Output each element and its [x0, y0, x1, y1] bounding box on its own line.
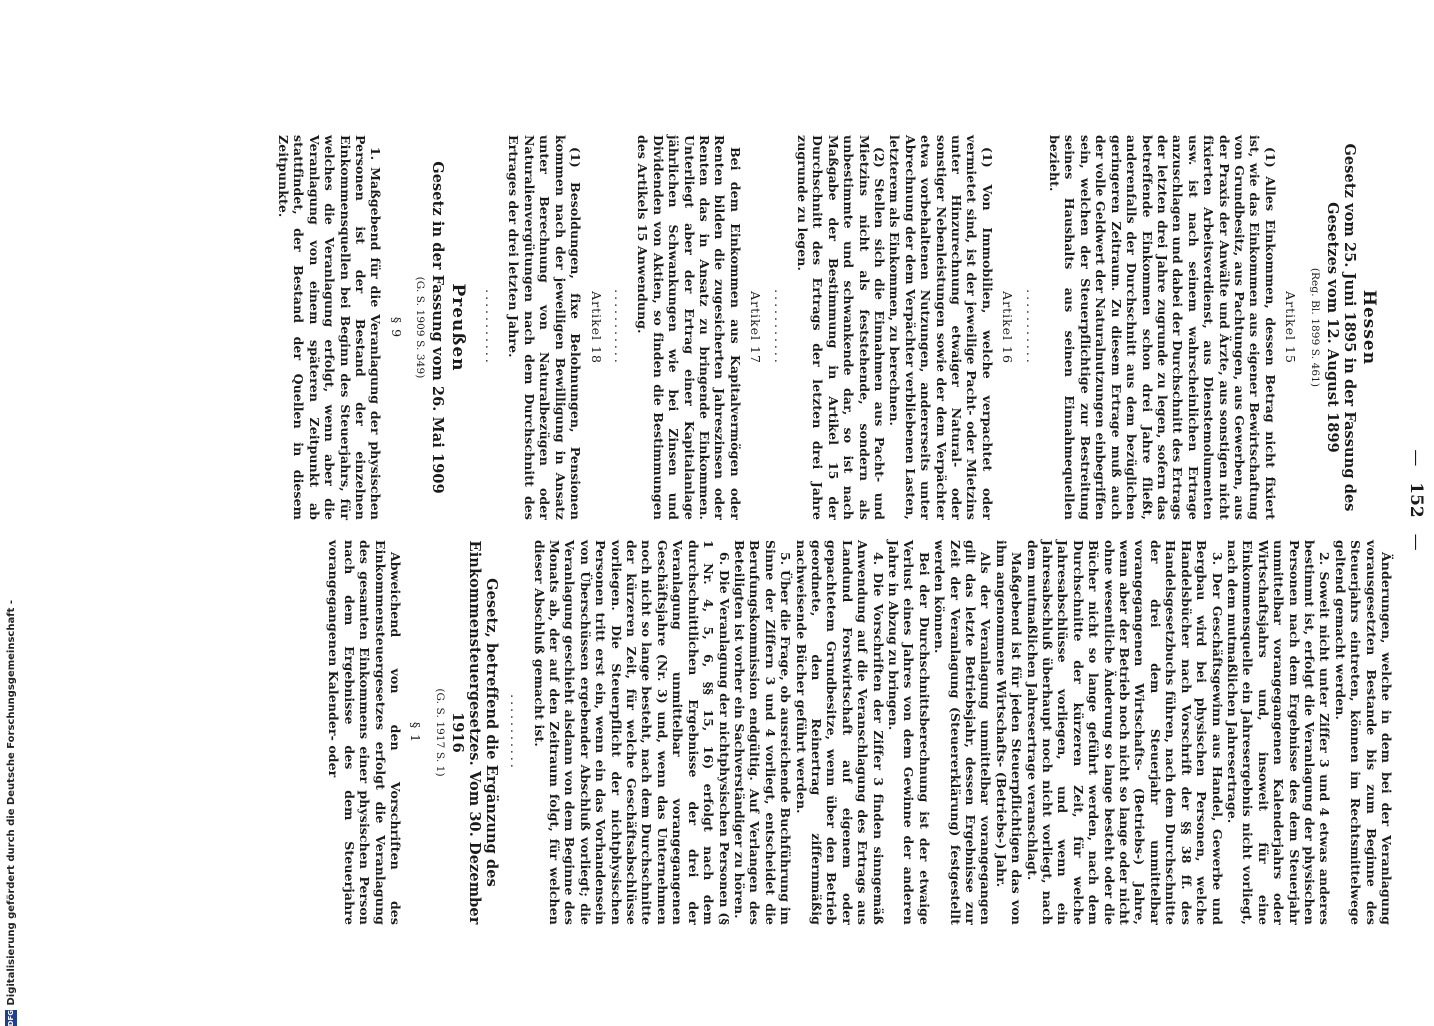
ellipsis-divider: ........... [771, 289, 787, 366]
section-1-heading: § 1 [408, 721, 424, 744]
article-16-paragraph-1: (1) Von Immobilien, welche verpachtet oder vermietet sind, ist der jeweilige Pacht- oder Mietzins unter Hinzurechnung etwaiger Natural- oder sonstiger Nebenleistungen sowie der dem Verpächter etwa vorbehaltenen Nutzungen, andererseits unter Abrechnung der dem Verpächter verbliebenen Lasten, letzterem als Einkommen, zu berechnen. [887, 135, 995, 520]
section-9-paragraph-continued: Änderungen, welche in dem bei der Veranlagung vorausgesetzten Bestande bis zum Beginne des Steuerjahrs eintreten, können im Rechtsmittelwege geltend gemacht werden. [1332, 540, 1394, 925]
section-9-item-3: 3. Der Geschäftsgewinn aus Handel, Gewerbe und Bergbau wird bei physischen Personen, welche Handelsbücher nach Vorschrift der §§ 38 ff. des Handelsgesetzbuchs führen, nach dem Durchschnitte der drei dem Steuerjahr unmittelbar vorangegangenen Wirtschafts- (Betriebs-) Jahre, wenn aber der Betrieb noch nicht so lange oder nicht ohne wesentliche Änderung so lange besteht oder die Bücher nicht so lange geführt werden, nach dem Durchschnitte der kürzeren Zeit, für welche Jahresabschlüsse vorliegen, und wenn ein Jahresabschluß überhaupt noch nicht vorliegt, nach dem mutmaßlichen Jahresertrage veranschlagt. [1024, 540, 1225, 925]
ellipsis-divider: ........... [508, 694, 524, 771]
state-heading-hessen: Hessen [1359, 289, 1379, 366]
law-ref-hessen: (Reg. Bl. 1899 S. 461) [1308, 267, 1321, 388]
section-9-item-6: 6. Die Veranlagung der nichtphysischen Personen (§ 1 Nr. 4, 5, 6, §§ 15, 16) erfolgt nach dem durchschnittlichen Ergebnisse der drei der Veranlagung unmittelbar vorangegangenen Geschäftsjahre (Nr. 3) und, wenn das Unternehmen noch nicht so lange besteht, nach dem Durchschnitte der kürzeren Zeit, für welche Geschäftsabschlüsse vorliegen. Die Steuerpflicht der nichtphysischen Personen tritt erst ein, wenn ein das Vorhandensein von Überschüssen ergebender Abschluß vorliegt; die Veranlagung geschieht alsdann von dem Beginne des Monats ab, der auf den Zeitraum folgt, für welchen dieser Abschluß gemacht ist. [531, 540, 732, 925]
dfg-logo [5, 1010, 17, 1026]
dash-left: — [1406, 449, 1426, 467]
section-1-paragraph-1: Abweichend von den Vorschriften des Einkommensteuergesetzes erfolgt die Veranlagung des gesamten Einkommens einer physischen Person nach dem Ergebnisse des dem Steuerjahre vorangegangenen Kalender- oder [326, 540, 404, 925]
article-16-paragraph-2: (2) Stellen sich die Einnahmen aus Pacht- und Mietzins nicht als feststehende, sondern als unbestimmte und schwankende dar, so ist nach Maßgabe der Bestimmung in Artikel 15 der Durchschnitt des Ertrags der letzten drei Jahre zugrunde zu legen. [795, 135, 888, 520]
law-title-preussen: Gesetz in der Fassung vom 26. Mai 1909 [429, 161, 447, 494]
footer-text: Digitalisierung gefördert durch die Deutsche Forschungsgemeinschaft - [5, 600, 17, 1006]
right-column [326, 540, 1394, 925]
article-17-paragraph-1: Bei dem Einkommen aus Kapitalvermögen oder Renten bilden die zugesicherten Jahreszinsen oder Renten das in Ansatz zu bringende Einkommen. Unterliegt aber der Ertrag einer Kapitalanlage jährlichen Schwankungen wie bei Zinsen und Dividenden von Aktien, so finden die Bestimmungen des Artikels 15 Anwendung. [635, 135, 743, 520]
section-9-heading: § 9 [388, 316, 404, 339]
law-title-hessen: Gesetz vom 25. Juni 1895 in der Fassung des Gesetzes vom 12. August 1899 [1323, 143, 1358, 512]
digitization-footer [4, 600, 18, 1026]
section-9-item-3-note-1: Maßgebend ist für jeden Steuerpflichtigen das von ihm angenommene Wirtschafts- (Betriebs-) Jahr. [993, 540, 1025, 925]
section-9-paragraph-1: 1. Maßgebend für die Veranlagung der physischen Personen ist der Bestand der einzelnen Einkommensquellen bei Beginn des Steuerjahrs, für welches die Veranlagung erfolgt, wenn aber die Veranlagung von einem späteren Zeitpunkt ab stattfindet, der Bestand der Quellen in diesem Zeitpunkte. [276, 135, 384, 520]
article-15-paragraph-1: (1) Alles Einkommen, dessen Betrag nicht fixiert ist, wie das Einkommen aus eigener Bewirtschaftung von Grundbesitz, aus Pachtungen, aus Gewerben, aus der Praxis der Anwälte und Ärzte, aus sonstigen nicht fixierten Arbeitsverdienst, aus Dienstemolumenten usw. ist nach seinem wahrscheinlichen Ertrage anzuschlagen und dabei der Durchschnitt des Ertrags der letzten drei Jahre zugrunde zu legen, sofern das betreffende Einkommen schon drei Jahre fließt, anderenfalls der Durchschnitt aus dem bezüglichen geringeren Zeitraum. Zu diesem Ertrage muß auch der volle Geldwert der Naturalnutzungen einbegriffen sein, welchen der Steuerpflichtige zur Bestreitung seines Haushalts aus seinen Einnahmequellen bezieht. [1047, 135, 1278, 520]
ellipsis-divider: ........... [483, 289, 499, 366]
dfg-logo-text: DFG [7, 1009, 15, 1026]
section-9-item-5: 5. Über die Frage, ob ausreichende Buchführung im Sinne der Ziffern 3 und 4 vorliegt, entscheidet die Berufungskommission endgültig. Auf Verlangen des Beteiligten ist vorher ein Sachverständiger zu hören. [731, 540, 794, 925]
law-ref-1916: (G. S. 1917 S. 1) [433, 688, 446, 777]
article-15-heading: Artikel 15 [1283, 291, 1299, 364]
section-9-item-3-note-2: Als der Veranlagung unmittelbar vorangegangen gilt das letzte Betriebsjahr, dessen Ergebnisse zur Zeit der Veranlagung (Steuererklärung) festgestellt werden können. [932, 540, 994, 925]
left-column [276, 135, 1394, 520]
article-17-heading: Artikel 17 [748, 291, 764, 364]
page-number-value: 152 [1406, 482, 1426, 518]
article-18-heading: Artikel 18 [588, 291, 604, 364]
state-heading-preussen: Preußen [447, 283, 468, 372]
section-9-item-2: 2. Soweit nicht unter Ziffer 3 und 4 etwas anderes bestimmt ist, erfolgt die Veranlagung der physischen Personen nach dem Ergebnisse des dem Steuerjahr unmittelbar vorangegangenen Kalenderjahrs oder Wirtschaftsjahrs und, insoweit für eine Einkommensquelle ein Jahresergebnis nicht vorliegt, nach dem mutmaßlichen Jahresertrage. [1224, 540, 1333, 925]
ellipsis-divider: ........... [611, 289, 627, 366]
section-9-item-3-note-3: Bei der Durchschnittsberechnung ist der etwaige Verlust eines Jahres von dem Gewinne der anderen Jahre in Abzug zu bringen. [886, 540, 932, 925]
law-title-1916: Gesetz, betreffend die Ergänzung des Einkommensteuergesetzes. Vom 30. Dezember 1916 [448, 540, 500, 925]
section-9-item-4: 4. Die Vorschriften der Ziffer 3 finden sinngemäß Anwendung auf die Veranschlagung des Ertrags aus Landund Forstwirtschaft auf eigenem oder gepachtetem Grundbesitze, wenn über den Betrieb geordnete, den Reinertrag ziffernmäßig nachweisende Bücher geführt werden. [793, 540, 886, 925]
dash-right: — [1406, 533, 1426, 551]
article-16-heading: Artikel 16 [1000, 291, 1016, 364]
article-18-paragraph-1: (1) Besoldungen, fixe Belohnungen, Pensionen kommen nach der jeweiligen Bewilligung in Ansatz unter Berechnung von Naturalbezügen oder Naturalienvergütungen nach dem Durchschnitt des Ertrages der drei letzten Jahre. [506, 135, 584, 520]
law-ref-preussen: (G. S. 1909 S. 349) [414, 276, 427, 379]
ellipsis-divider: ........... [1023, 289, 1039, 366]
page-number [1406, 0, 1426, 1000]
